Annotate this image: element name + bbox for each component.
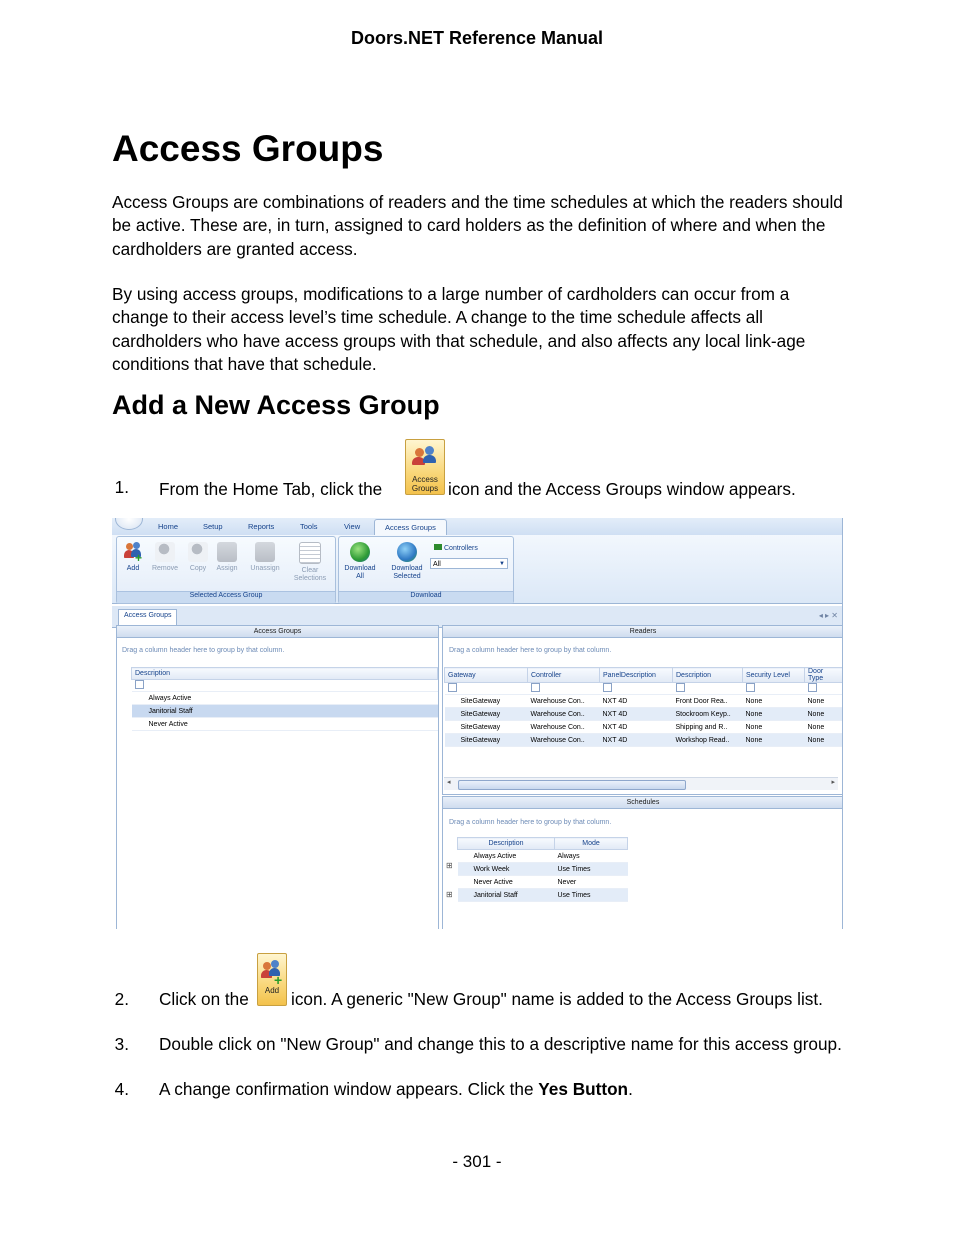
cell: Shipping and R.. <box>673 721 743 734</box>
cell: Use Times <box>555 863 628 876</box>
table-row[interactable]: Never Active <box>132 718 438 731</box>
scroll-right-icon[interactable]: ▸ <box>831 779 835 786</box>
cell: NXT 4D <box>600 734 673 747</box>
button-label: Remove <box>151 565 179 572</box>
ribbon-group-label: Selected Access Group <box>117 591 335 603</box>
filter-cell[interactable] <box>673 683 743 695</box>
step-number: 3. <box>114 1034 129 1054</box>
tab-access-groups-document[interactable]: Access Groups <box>118 609 177 626</box>
readers-grid <box>444 667 843 747</box>
clear-selections-button[interactable] <box>291 542 329 583</box>
tab-reports[interactable]: Reports <box>248 522 275 531</box>
access-groups-icon: Access Groups <box>405 439 445 495</box>
filter-cell[interactable] <box>528 683 600 695</box>
assign-icon <box>217 542 237 562</box>
ribbon <box>112 535 842 604</box>
filter-icon <box>135 680 144 689</box>
tab-tools[interactable]: Tools <box>300 522 318 531</box>
button-label: Copy <box>189 565 207 572</box>
cell: Front Door Rea.. <box>673 695 743 708</box>
cell: Always Active <box>458 850 555 863</box>
cell: SiteGateway <box>445 695 528 708</box>
unassign-button[interactable] <box>248 542 282 573</box>
table-row[interactable] <box>458 876 628 889</box>
table-row[interactable] <box>458 863 628 876</box>
step-text: Click on the <box>159 989 249 1009</box>
cell: None <box>805 734 843 747</box>
cell: NXT 4D <box>600 721 673 734</box>
filter-row[interactable] <box>132 680 438 692</box>
table-row[interactable] <box>445 734 843 747</box>
ribbon-group-selected-access-group <box>116 536 336 604</box>
cell: SiteGateway <box>445 721 528 734</box>
scroll-left-icon[interactable]: ◂ <box>447 779 451 786</box>
cell: Never Active <box>458 876 555 889</box>
copy-group-icon <box>188 542 208 562</box>
cell: None <box>743 721 805 734</box>
add-icon: + Add <box>257 953 287 1006</box>
filter-icon <box>808 683 817 692</box>
group-by-hint: Drag a column header here to group by that column. <box>449 819 612 826</box>
horizontal-scrollbar[interactable] <box>444 777 838 790</box>
column-header[interactable]: Description <box>458 838 555 850</box>
step-text: Double click on "New Group" and change this to a descriptive name for this access group. <box>159 1034 842 1054</box>
tab-home[interactable]: Home <box>158 522 179 531</box>
tab-setup[interactable]: Setup <box>203 522 223 531</box>
filter-icon <box>531 683 540 692</box>
button-label: Download Selected <box>391 565 423 580</box>
cell: SiteGateway <box>445 734 528 747</box>
tab-access-groups[interactable]: Access Groups <box>374 519 447 538</box>
section-title: Add a New Access Group <box>112 390 440 420</box>
table-row[interactable] <box>458 850 628 863</box>
second-paragraph: By using access groups, modifications to a large number of cardholders can occur from a change to their access level’s time schedule. A change to the time schedule affects all cardholders who have access groups with that schedule, and also affects any local link-age conditions that have that schedule. <box>112 284 806 374</box>
table-row[interactable] <box>458 889 628 902</box>
panel-title: Readers <box>443 626 843 638</box>
cell: Work Week <box>458 863 555 876</box>
cell: None <box>805 695 843 708</box>
cell: None <box>743 695 805 708</box>
page-number: - 301 - <box>452 1152 502 1171</box>
dock-controls[interactable]: ◂ ▸ ✕ <box>818 611 838 620</box>
assign-button[interactable] <box>210 542 244 573</box>
cell: Warehouse Con.. <box>528 734 600 747</box>
ribbon-tab-bar <box>112 518 842 536</box>
cell: Janitorial Staff <box>458 889 555 902</box>
cell: Warehouse Con.. <box>528 695 600 708</box>
table-row[interactable]: Janitorial Staff <box>132 705 438 718</box>
cell: None <box>743 708 805 721</box>
step-text: icon. A generic "New Group" name is added to the Access Groups list. <box>291 989 823 1009</box>
cell: None <box>743 734 805 747</box>
filter-cell[interactable] <box>600 683 673 695</box>
application-orb[interactable] <box>115 518 143 530</box>
column-header[interactable]: PanelDescription <box>600 668 673 683</box>
filter-cell[interactable] <box>445 683 528 695</box>
cell: Stockroom Keyp.. <box>673 708 743 721</box>
column-header[interactable]: Mode <box>555 838 628 850</box>
access-groups-panel <box>116 625 439 929</box>
controllers-dropdown[interactable]: All ▼ <box>430 558 508 569</box>
group-by-hint: Drag a column header here to group by that column. <box>122 647 285 654</box>
button-label: Clear Selections <box>293 567 327 582</box>
ribbon-group-download <box>338 536 514 604</box>
table-row[interactable] <box>445 695 843 708</box>
button-label: Add <box>126 565 140 572</box>
schedules-grid <box>457 837 628 902</box>
cell: Never <box>555 876 628 889</box>
filter-cell[interactable] <box>743 683 805 695</box>
column-header[interactable]: Gateway <box>445 668 528 683</box>
unassign-icon <box>255 542 275 562</box>
group-by-hint: Drag a column header here to group by that column. <box>449 647 612 654</box>
panel-title: Access Groups <box>117 626 438 638</box>
filter-cell[interactable] <box>805 683 843 695</box>
access-groups-window-screenshot <box>112 518 843 929</box>
button-label: Assign <box>216 565 238 572</box>
globe-download-icon <box>350 542 370 562</box>
column-header[interactable]: Door Type <box>805 668 843 683</box>
schedules-panel <box>442 796 843 929</box>
expand-icon[interactable]: ⊞ <box>446 890 453 899</box>
step-2 <box>112 972 852 1034</box>
cell: None <box>805 708 843 721</box>
step-number: 1. <box>114 477 129 497</box>
table-row[interactable]: Always Active <box>132 692 438 705</box>
filter-icon <box>448 683 457 692</box>
expand-icon[interactable]: ⊞ <box>446 861 453 870</box>
ribbon-group-label: Download <box>339 591 513 603</box>
clear-selections-icon <box>299 542 321 564</box>
filter-icon <box>676 683 685 692</box>
globe-download-selected-icon <box>397 542 417 562</box>
remove-group-icon <box>155 542 175 562</box>
cell: Always <box>555 850 628 863</box>
controllers-label: Controllers <box>434 544 478 552</box>
access-groups-grid <box>131 667 438 731</box>
column-header[interactable]: Description <box>673 668 743 683</box>
filter-icon <box>603 683 612 692</box>
step-text: A change confirmation window appears. Click the Yes Button. <box>159 1079 633 1099</box>
cell: None <box>805 721 843 734</box>
download-all-button[interactable] <box>343 542 377 581</box>
scrollbar-thumb[interactable] <box>458 780 686 790</box>
download-selected-button[interactable] <box>387 542 427 581</box>
cell: Warehouse Con.. <box>528 708 600 721</box>
step-text: icon and the Access Groups window appears. <box>448 479 796 499</box>
flag-icon <box>434 544 442 550</box>
intro-paragraph: Access Groups are combinations of readers and the time schedules at which the readers should be active. These are, in turn, assigned to card holders as the definition of where and when the cardholders are granted access. <box>112 192 843 259</box>
add-button[interactable] <box>116 542 150 573</box>
step-text: From the Home Tab, click the <box>159 479 383 499</box>
panel-title: Schedules <box>443 797 843 809</box>
cell: NXT 4D <box>600 708 673 721</box>
step-number: 4. <box>114 1079 129 1099</box>
column-header[interactable]: Controller <box>528 668 600 683</box>
column-header[interactable]: Security Level <box>743 668 805 683</box>
chevron-down-icon: ▼ <box>499 561 505 567</box>
add-group-icon: + <box>123 542 143 562</box>
cell: Use Times <box>555 889 628 902</box>
running-header: Doors.NET Reference Manual <box>350 28 604 48</box>
plus-icon: + <box>274 972 283 988</box>
step-number: 2. <box>114 989 129 1009</box>
step-1 <box>112 476 852 500</box>
column-header[interactable]: Description <box>132 668 438 680</box>
button-label: Download All <box>344 565 376 580</box>
cell: Workshop Read.. <box>673 734 743 747</box>
cell: Warehouse Con.. <box>528 721 600 734</box>
table-row[interactable] <box>445 708 843 721</box>
table-row[interactable] <box>445 721 843 734</box>
remove-button[interactable] <box>148 542 182 573</box>
cell: NXT 4D <box>600 695 673 708</box>
filter-icon <box>746 683 755 692</box>
yes-button-reference: Yes Button <box>538 1079 629 1099</box>
page-title: Access Groups <box>112 128 384 169</box>
cell: SiteGateway <box>445 708 528 721</box>
button-label: Unassign <box>250 565 280 572</box>
tab-view[interactable]: View <box>344 522 361 531</box>
readers-panel <box>442 625 843 795</box>
